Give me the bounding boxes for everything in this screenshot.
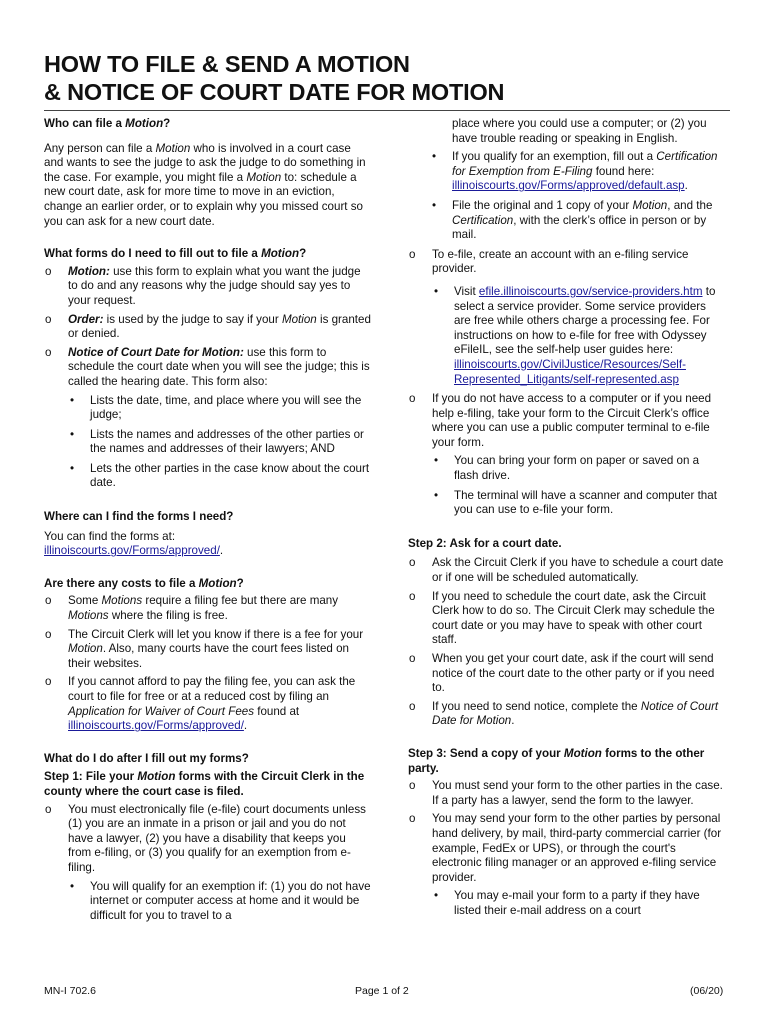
step3-heading: Step 3: Send a copy of your Motion forms to the other party. [408, 746, 705, 775]
form-id: MN-I 702.6 [44, 985, 96, 997]
list-item: o Some Motions require a filing fee but there are many Motions where the filing is free. [44, 594, 372, 623]
list-item: o If you need to schedule the court date, ask the Circuit Clerk how to do so. The Circuit Clerk may schedule the court date or you may have to speak with other court staff. [408, 590, 724, 648]
list-item: o Notice of Court Date for Motion: use this form to schedule the court date when you will see the judge; this is called the hearing date. This form also: • Lists the date, time, and place where you will see the judge; • Lists the names and addresses of the other parties or the names and addresses of their lawyers; AND • Lets the other parties in the case know about the court date. [44, 346, 372, 491]
page-number: Page 1 of 2 [355, 985, 409, 997]
list-item: • Lists the names and addresses of the other parties or the names and addresses of their lawyers; AND [68, 428, 372, 457]
who-text: Any person can file a Motion who is involved in a court case and wants to see the judge to ask the judge to do something in the case. For example, you might file a Motion to: schedule a new court date, ask for more time to move in an eviction, change an earlier order, or to explain why you missed court so you can ask for a new court date. [44, 141, 366, 228]
list-item: o If you do not have access to a computer or if you need help e-filing, take your form to the Circuit Clerk’s office where you can use a public computer terminal to e-file your form. • You can bring your form on paper or saved on a flash drive. • The terminal will have a scanner and computer that you can use to e-file your form. [408, 392, 724, 518]
step2-list [408, 556, 724, 729]
after-heading: What do I do after I fill out my forms? [44, 751, 249, 765]
title-line-1: HOW TO FILE & SEND A MOTION [44, 51, 410, 77]
step1-heading: Step 1: File your Motion forms with the Circuit Clerk in the county where the court case is filed. [44, 770, 365, 798]
step1-list [44, 803, 372, 924]
list-item: o Order: is used by the judge to say if your Motion is granted or denied. [44, 313, 372, 342]
forms-list [44, 265, 372, 491]
step3-list [408, 779, 724, 918]
left-column: Who can file a Motion? Any person can file a Motion who is involved in a court case and wants to see the judge to ask the judge to do something in the case. For example, you might file a Motion to: schedule a new court date, ask for more time to move in an eviction, change an earlier order, or to explain why you missed court so you can ask for a new court date. What forms do I need to fill out to file a Motion? o Motion: use this form to explain what you want the judge to do and any reasons why the judge should say yes to your request. o Order: is used by the judge to say if your Motion is granted or denied. o Notice of Court Date for Motion: use this form to schedule the court date when you will see the judge; this is called the hearing date. This form also: • Lists the date, time, and place where you will see the judge; • Lists the names and addresses of the other parties or the names and addresses of their lawyers; AND • Lets the other parties in the case know about the court date. Where can I find the forms I need? You can find the forms at: illinoiscourts.gov/Forms/approved/. Are there any costs to file a Motion? o Some Motions require a filing fee but there are many Motions where the filing is free. o The Circuit Clerk will let you know if there is a fee for your Motion. Also, many courts have the court fees listed on their websites. o If you cannot afford to pay the filing fee, you can ask the court to file for free or at a reduced cost by filing an Application for Waiver of Court Fees found at illinoiscourts.gov/Forms/approved/. What do I do after I fill out my forms? Step 1: File your Motion forms with the Circuit Clerk in the county where the court case is filed. o You must electronically file (e-file) court documents unless (1) you are an inmate in a prison or jail and you do not have a lawyer, (2) you have a disability that keeps you from e-filing, or (3) you qualify for an exemption from e-filing. • You will qualify for an exemption if: (1) you do not have internet or computer access at home and it would be difficult for you to travel to a [44, 117, 372, 928]
list-item: o You must electronically file (e-file) court documents unless (1) you are an inmate in a prison or jail and you do not have a lawyer, (2) you have a disability that keeps you from e-filing, or (3) you qualify for an exemption from e-filing. • You will qualify for an exemption if: (1) you do not have internet or computer access at home and it would be difficult for you to travel to a [44, 803, 372, 924]
efile-bullets [432, 285, 724, 387]
list-item: o To e-file, create an account with an e-filing service provider. • Visit efile.illinoiscourts.gov/service-providers.htm to select a service provider. Some service providers are free while others charge a processing fee. For instructions on how to e-file for free with Odyssey eFileIL, see the self-help user guides here: illinoiscourts.gov/CivilJustice/Resources/Self-Represented_Litigants/self-represented.asp [408, 248, 724, 387]
service-providers-link[interactable]: efile.illinoiscourts.gov/service-providers.htm [478, 284, 703, 298]
revision-date: (06/20) [690, 985, 724, 997]
list-item: • File the original and 1 copy of your Motion, and the Certification, with the clerk’s office in person or by mail. [430, 199, 724, 243]
where-text: You can find the forms at: [44, 529, 176, 543]
noaccess-bullets [432, 454, 724, 517]
step3-bullets [432, 889, 724, 918]
costs-heading: Are there any costs to file a Motion? [44, 576, 244, 590]
who-heading: Who can file a Motion? [44, 117, 171, 130]
continued-text: place where you could use a computer; or (2) you have trouble reading or speaking in English. [452, 117, 707, 145]
list-item: o Motion: use this form to explain what you want the judge to do and any reasons why the judge should say yes to your request. [44, 265, 372, 309]
list-item: • You will qualify for an exemption if: (1) you do not have internet or computer access at home and it would be difficult for you to travel to a [68, 880, 372, 924]
where-heading: Where can I find the forms I need? [44, 510, 234, 524]
title-divider [44, 110, 730, 111]
notice-bullets [68, 394, 372, 492]
forms-heading: What forms do I need to fill out to file a Motion? [44, 247, 307, 261]
list-item: o Ask the Circuit Clerk if you have to schedule a court date or if one will be scheduled automatically. [408, 556, 724, 585]
list-item: o When you get your court date, ask if the court will send notice of the court date to the other party or if you need to. [408, 652, 724, 696]
list-item: • Lets the other parties in the case know about the court date. [68, 462, 372, 491]
title-line-2: & NOTICE OF COURT DATE FOR MOTION [44, 79, 505, 105]
right-column [408, 117, 724, 924]
list-item: • Lists the date, time, and place where you will see the judge; [68, 394, 372, 423]
list-item: • You may e-mail your form to a party if they have listed their e-mail address on a court [432, 889, 724, 918]
step2-heading: Step 2: Ask for a court date. [408, 536, 562, 550]
page-title [44, 50, 734, 106]
waiver-link[interactable]: illinoiscourts.gov/Forms/approved/ [68, 719, 244, 733]
step1-bullets [68, 880, 372, 924]
list-item: • You can bring your form on paper or saved on a flash drive. [432, 454, 724, 483]
efile-list [408, 248, 724, 518]
self-help-link[interactable]: illinoiscourts.gov/CivilJustice/Resources/Self-Represented_Litigants/self-represented.asp [454, 357, 686, 386]
list-item: • If you qualify for an exemption, fill out a Certification for Exemption from E-Filing found here: illinoiscourts.gov/Forms/approved/default.asp. [430, 150, 724, 194]
list-item: • The terminal will have a scanner and computer that you can use to e-file your form. [432, 489, 724, 518]
list-item: o You may send your form to the other parties by personal hand delivery, by mail, third-party commercial carrier (for example, FedEx or UPS), or through the court's electronic filing manager or an approved e-filing service provider. • You may e-mail your form to a party if they have listed their e-mail address on a court [408, 812, 724, 918]
forms-link[interactable]: illinoiscourts.gov/Forms/approved/ [44, 544, 220, 558]
exemption-bullets [430, 150, 724, 243]
list-item: o You must send your form to the other parties in the case. If a party has a lawyer, send the form to the lawyer. [408, 779, 724, 808]
exemption-link[interactable]: illinoiscourts.gov/Forms/approved/default.asp [452, 179, 685, 193]
costs-list [44, 594, 372, 733]
list-item: o If you need to send notice, complete the Notice of Court Date for Motion. [408, 700, 724, 729]
list-item: o The Circuit Clerk will let you know if there is a fee for your Motion. Also, many courts have the court fees listed on their websites. [44, 628, 372, 672]
list-item: • Visit efile.illinoiscourts.gov/service-providers.htm to select a service provider. Some service providers are free while others charge a processing fee. For instructions on how to e-file for free with Odyssey eFileIL, see the self-help user guides here: illinoiscourts.gov/CivilJustice/Resources/Self-Represented_Litigants/self-represented.asp [432, 285, 724, 387]
list-item: o If you cannot afford to pay the filing fee, you can ask the court to file for free or at a reduced cost by filing an Application for Waiver of Court Fees found at illinoiscourts.gov/Forms/approved/. [44, 675, 372, 733]
